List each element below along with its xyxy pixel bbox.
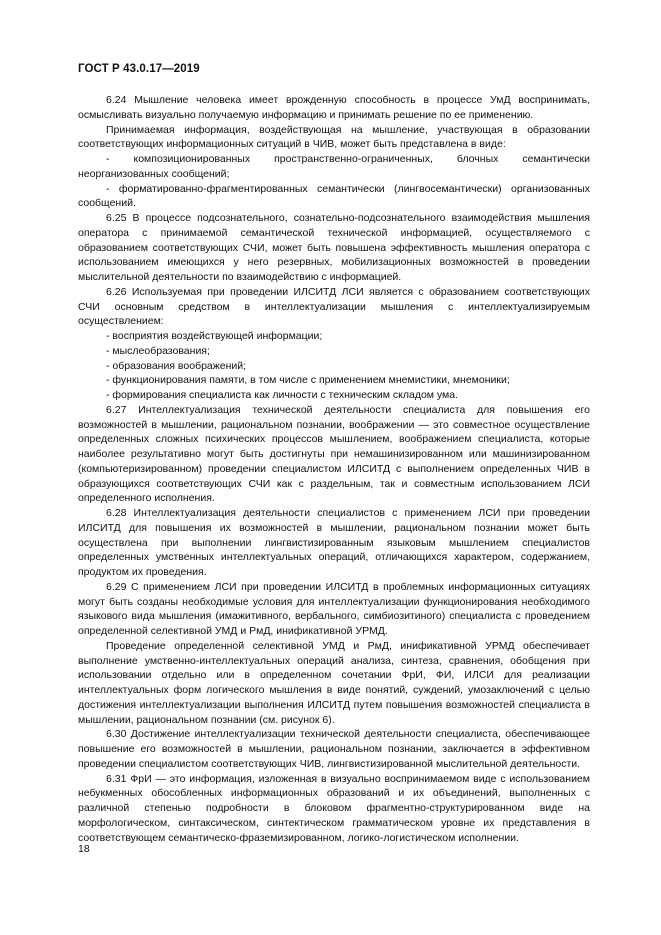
document-body (78, 93, 590, 845)
list-item: - функционирования памяти, в том числе с применением мнемистики, мнемоники; (106, 374, 510, 387)
paragraph-6-26: 6.26 Используемая при проведении ИЛСИТД ЛСИ является с образованием соответствующих СЧИ основным средством в интеллектуализации мышления с интеллектуализируемым осуществлением: (78, 285, 590, 328)
page-number: 18 (78, 843, 90, 855)
list-item: - образования воображений; (106, 359, 247, 372)
paragraph-6-29: 6.29 С применением ЛСИ при проведении ИЛСИТД в проблемных информационных ситуациях могут быть созданы необходимые условия для интеллектуализации функционирования необходимого языкового вида мышления (имажитивного, вербального, симбиозитиного) специалиста с проведением определенной селективной УМД и РмД, инификативной УРМД. (78, 580, 590, 637)
paragraph-6-31: 6.31 ФрИ — это информация, изложенная в визуально воспринимаемом виде с использованием небукменных обособленных информационных образований и их объединений, выполненных с различной степенью подробности в блоковом фрагментно-структурированном виде на морфологическом, синтаксическом, синтектическом грамматическом уровне их представления в соответствующем семантическо-фраземизированном, логико-логистическом исполнении. (78, 772, 590, 844)
paragraph: Проведение определенной селективной УМД и РмД, инификативной УРМД обеспечивает выполнение умственно-интеллектуальных операций анализа, синтеза, сравнения, обобщения при использовании отдельно или в определенном сочетании ФрИ, ФИ, ИЛСИ для реализации интеллектуальных форм логического мышления в виде понятий, суждений, умозаключений с целью достижения интеллектуализации выполнения ИЛСИТД путем повышения возможностей специалиста в мышлении, рациональном познании (см. рисунок 6). (78, 639, 590, 726)
list-item: - восприятия воздействующей информации; (106, 330, 323, 342)
paragraph-6-27: 6.27 Интеллектуализация технической деятельности специалиста для повышения его возможностей в мышлении, рациональном познании, воображении — это совместное осуществление определенных сложных психических процессов мышлением, воображением специалиста, которые наиболее результативно могут быть достигнуты при немашинизированном или машинизированном (компьютеризированном) проведении специалистом ИЛСИТД с выполнением определенных ЧИВ в образующихся соответствующих СЧИ как с раздельным, так и совместным использованием ЛСИ определенного исполнения. (78, 403, 590, 505)
paragraph: Принимаемая информация, воздействующая на мышление, участвующая в образовании соответствующих информационных ситуаций в ЧИВ, может быть представлена в виде: (78, 123, 590, 151)
list-item: - композиционированных пространственно-ограниченных, блочных семантически неорганизованных сообщений; (78, 153, 590, 180)
paragraph-6-25: 6.25 В процессе подсознательного, сознательно-подсознательного взаимодействия мышления оператора с принимаемой семантической технической информацией, осуществляемого с образованием соответствующих СЧИ, может быть повышена эффективность мышления оператора с использованием имеющихся у него резервных, мобилизационных возможностей в проведении мыслительной деятельности по взаимодействию с информацией. (78, 212, 590, 283)
list-item: - формирования специалиста как личности с техническим складом ума. (106, 389, 459, 401)
document-header: ГОСТ Р 43.0.17—2019 (78, 63, 200, 75)
list-item: - мыслеобразования; (106, 344, 210, 357)
paragraph-6-28: 6.28 Интеллектуализация деятельности специалистов с применением ЛСИ при проведении ИЛСИТД для повышения их возможностей в мышлении, рациональном познании может быть осуществлена при выполнении лингвистизированным языковым мышлением специалистов определенных умственных интеллектуальных операций, отличающихся характером, содержанием, продуктом их проведения. (78, 507, 590, 578)
list-item: - форматированно-фрагментированных семантически (лингвосемантически) организованных сообщений. (78, 182, 590, 210)
paragraph-6-30: 6.30 Достижение интеллектуализации технической деятельности специалиста, обеспечивающее повышение его возможностей в мышлении, рациональном познании, заключается в эффективном проведении специалистом соответствующих ЧИВ, лингвистизированной мыслительной деятельности. (78, 728, 590, 770)
paragraph-6-24: 6.24 Мышление человека имеет врожденную способность в процессе УмД воспринимать, осмысливать визуально получаемую информацию и принимать решение по ее применению. (78, 94, 590, 121)
